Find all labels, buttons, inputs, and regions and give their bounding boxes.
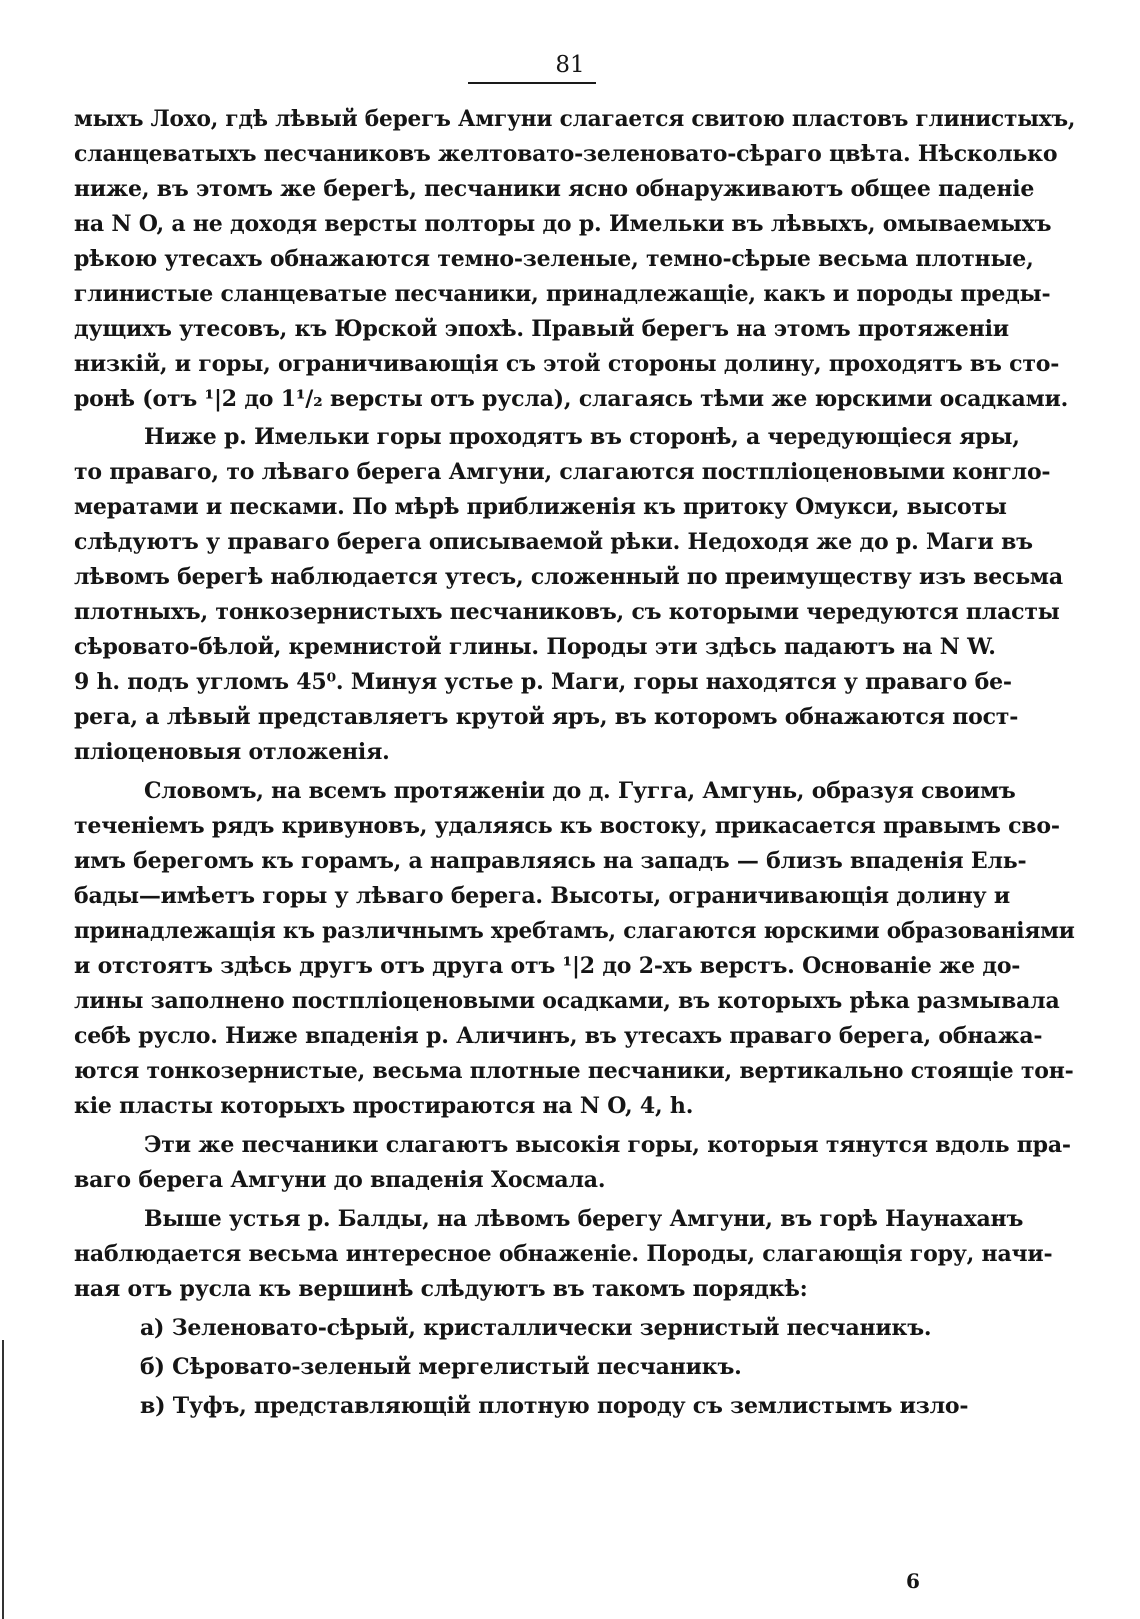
page-number: 81: [555, 52, 585, 78]
text-line: лѣвомъ берегѣ наблюдается утесъ, сложенный по преимуществу изъ весьма: [74, 564, 1063, 590]
header-rule: [468, 82, 596, 84]
text-line: низкій, и горы, ограничивающія съ этой стороны долину, проходятъ въ сто-: [74, 351, 1060, 377]
text-line: слѣдуютъ у праваго берега описываемой рѣки. Недоходя же до р. Маги въ: [74, 529, 1033, 555]
text-line: теченіемъ рядъ кривуновъ, удаляясь къ востоку, прикасается правымъ сво-: [74, 813, 1060, 839]
text-line: бады—имѣетъ горы у лѣваго берега. Высоты, ограничивающія долину и: [74, 883, 1010, 909]
text-line: Эти же песчаники слагаютъ высокія горы, которыя тянутся вдоль пра-: [144, 1132, 1071, 1158]
text-line: ваго берега Амгуни до впаденія Хосмала.: [74, 1167, 606, 1193]
text-line: ются тонкозернистые, весьма плотные песчаники, вертикально стоящіе тон-: [74, 1058, 1074, 1084]
text-line: ниже, въ этомъ же берегѣ, песчаники ясно обнаруживаютъ общее паденіе: [74, 176, 1035, 202]
text-line: Ниже р. Имельки горы проходятъ въ сторонѣ, а чередующіеся яры,: [144, 424, 1020, 450]
text-line: глинистые сланцеватые песчаники, принадлежащіе, какъ и породы преды-: [74, 281, 1051, 307]
text-line: Выше устья р. Балды, на лѣвомъ берегу Амгуни, въ горѣ Наунаханъ: [144, 1206, 1024, 1232]
text-line: на N O, а не доходя версты полторы до р. Имельки въ лѣвыхъ, омываемыхъ: [74, 211, 1052, 237]
text-line: ная отъ русла къ вершинѣ слѣдуютъ въ такомъ порядкѣ:: [74, 1276, 808, 1302]
text-line: ронѣ (отъ ¹|2 до 1¹/₂ версты отъ русла), слагаясь тѣми же юрскими осадками.: [74, 386, 1069, 412]
text-line: принадлежащія къ различнымъ хребтамъ, слагаются юрскими образованіями: [74, 918, 1075, 944]
left-margin-line: [2, 1340, 4, 1619]
text-line: пліоценовыя отложенія.: [74, 739, 390, 765]
text-line: Словомъ, на всемъ протяженіи до д. Гугга, Амгунь, образуя своимъ: [144, 778, 1016, 804]
text-line: рѣкою утесахъ обнажаются темно-зеленые, темно-сѣрые весьма плотные,: [74, 246, 1034, 272]
text-line: сланцеватыхъ песчаниковъ желтовато-зеленовато-сѣраго цвѣта. Нѣсколько: [74, 141, 1058, 167]
text-line: то праваго, то лѣваго берега Амгуни, слагаются постпліоценовыми конгло-: [74, 459, 1051, 485]
text-line: мератами и песками. По мѣрѣ приближенія къ притоку Омукси, высоты: [74, 494, 1007, 520]
text-line: мыхъ Лохо, гдѣ лѣвый берегъ Амгуни слагается свитою пластовъ глинистыхъ,: [74, 106, 1076, 132]
text-line: б) Сѣровато-зеленый мергелистый песчаникъ.: [140, 1354, 742, 1380]
text-line: кіе пласты которыхъ простираются на N O, 4, h.: [74, 1093, 694, 1119]
text-line: имъ берегомъ къ горамъ, а направляясь на западъ — близъ впаденія Ель-: [74, 848, 1027, 874]
signature-mark: 6: [906, 1569, 920, 1593]
text-line: дущихъ утесовъ, къ Юрской эпохѣ. Правый берегъ на этомъ протяженіи: [74, 316, 1009, 342]
text-line: лины заполнено постпліоценовыми осадками, въ которыхъ рѣка размывала: [74, 988, 1060, 1014]
text-line: в) Туфъ, представляющій плотную породу съ землистымъ изло-: [140, 1393, 969, 1419]
text-line: рега, а лѣвый представляетъ крутой яръ, въ которомъ обнажаются пост-: [74, 704, 1019, 730]
text-line: наблюдается весьма интересное обнаженіе. Породы, слагающія гору, начи-: [74, 1241, 1053, 1267]
text-line: себѣ русло. Ниже впаденія р. Аличинъ, въ утесахъ праваго берега, обнажа-: [74, 1023, 1043, 1049]
text-line: плотныхъ, тонкозернистыхъ песчаниковъ, съ которыми чередуются пласты: [74, 599, 1060, 625]
text-line: 9 h. подъ угломъ 45⁰. Минуя устье р. Маги, горы находятся у праваго бе-: [74, 669, 1012, 695]
text-line: а) Зеленовато-сѣрый, кристаллически зернистый песчаникъ.: [140, 1315, 932, 1341]
text-line: и отстоятъ здѣсь другъ отъ друга отъ ¹|2 до 2-хъ верстъ. Основаніе же до-: [74, 953, 1021, 979]
text-line: сѣровато-бѣлой, кремнистой глины. Породы эти здѣсь падаютъ на N W.: [74, 634, 996, 660]
